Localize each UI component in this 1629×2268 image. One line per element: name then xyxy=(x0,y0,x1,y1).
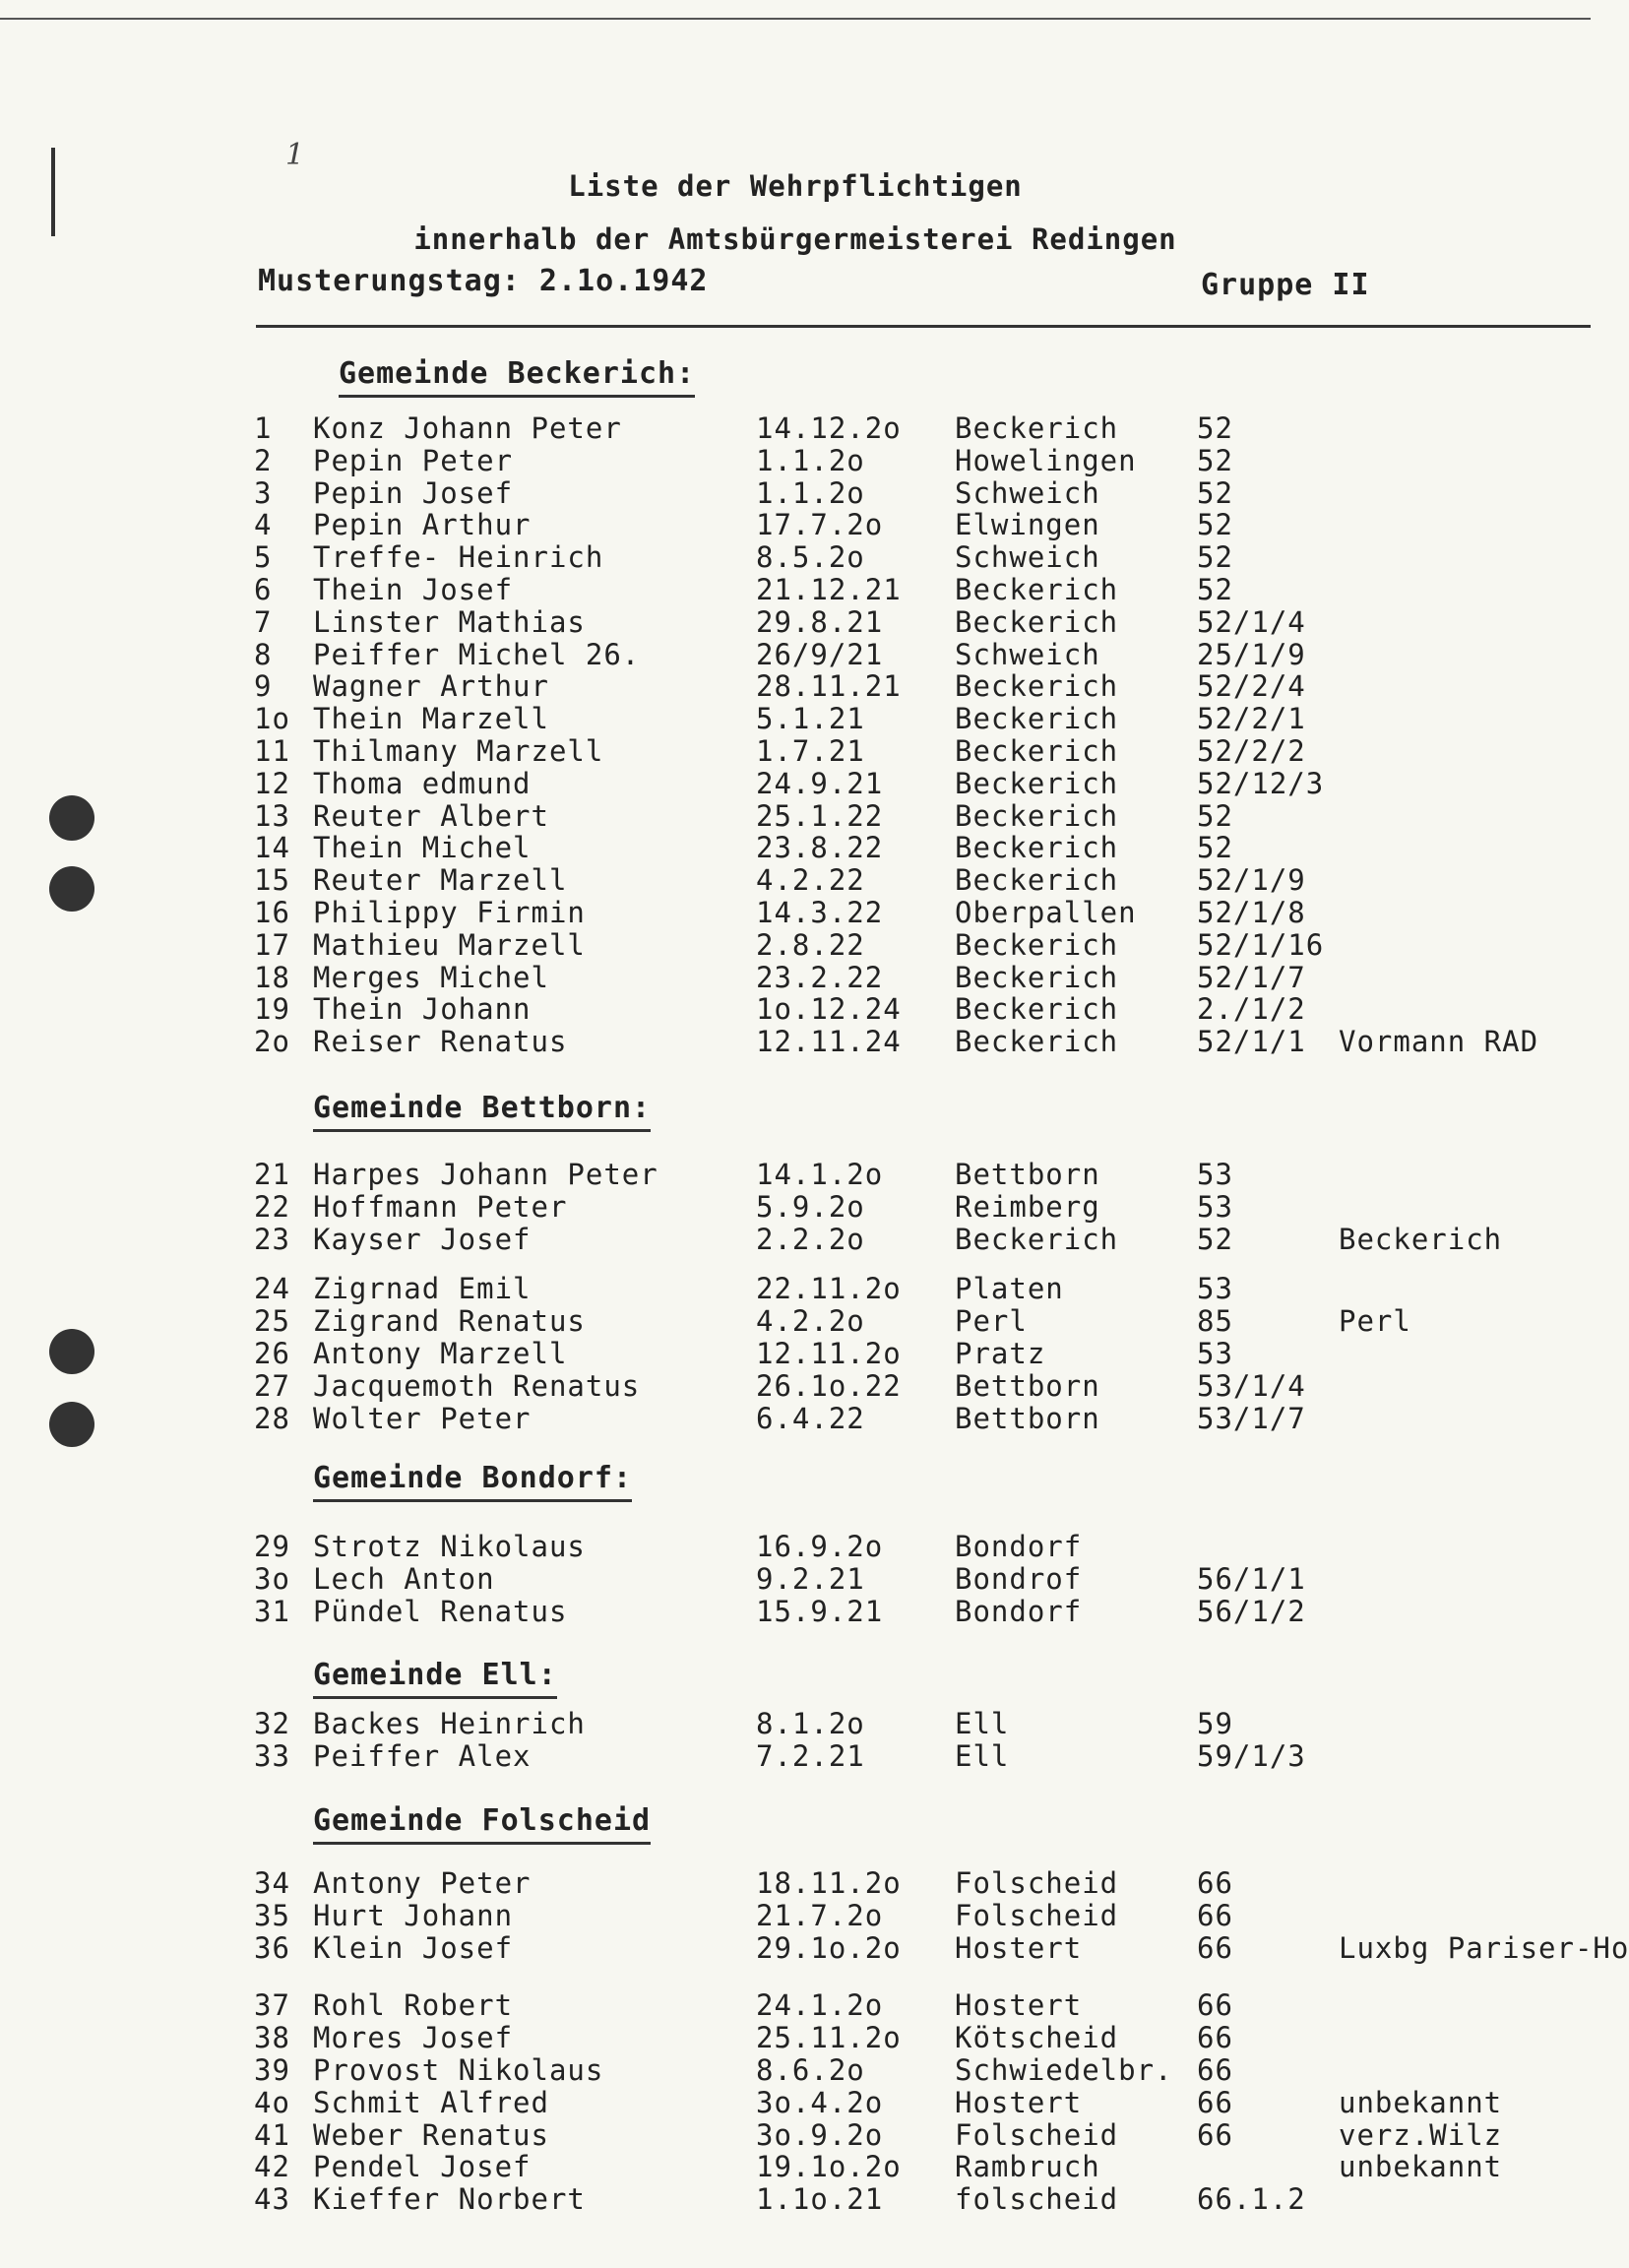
place: Hostert xyxy=(955,1931,1083,1965)
person-name: Mathieu Marzell xyxy=(313,928,586,962)
district-code: 52 xyxy=(1197,540,1233,574)
row-number: 43 xyxy=(254,2182,290,2216)
place: Beckerich xyxy=(955,605,1119,639)
district-code: 53 xyxy=(1197,1272,1233,1305)
district-code: 85 xyxy=(1197,1304,1233,1338)
row-number: 3 xyxy=(254,476,273,510)
person-name: Wagner Arthur xyxy=(313,669,549,703)
list-row xyxy=(0,1595,1591,1626)
list-row xyxy=(0,831,1591,862)
birth-date: 8.1.2o xyxy=(756,1707,865,1740)
row-number: 34 xyxy=(254,1866,290,1900)
place: Folscheid xyxy=(955,1899,1119,1932)
row-number: 42 xyxy=(254,2150,290,2183)
person-name: Treffe- Heinrich xyxy=(313,540,604,574)
list-row xyxy=(0,1190,1591,1222)
place: Schweich xyxy=(955,638,1100,671)
list-row xyxy=(0,1739,1591,1771)
row-number: 14 xyxy=(254,831,290,864)
list-row xyxy=(0,540,1591,572)
birth-date: 23.2.22 xyxy=(756,961,884,994)
birth-date: 18.11.2o xyxy=(756,1866,902,1900)
person-name: Kieffer Norbert xyxy=(313,2182,586,2216)
row-number: 4o xyxy=(254,2086,290,2119)
list-row xyxy=(0,1272,1591,1303)
place: Schweich xyxy=(955,476,1100,510)
list-row xyxy=(0,2086,1591,2117)
list-row xyxy=(0,1707,1591,1738)
row-number: 39 xyxy=(254,2053,290,2087)
person-name: Peiffer Alex xyxy=(313,1739,532,1773)
person-name: Thein Michel xyxy=(313,831,532,864)
person-name: Hurt Johann xyxy=(313,1899,514,1932)
gruppe: Gruppe II xyxy=(1201,268,1370,302)
district-code: 66 xyxy=(1197,2053,1233,2087)
place: Beckerich xyxy=(955,702,1119,735)
district-code: 52/1/16 xyxy=(1197,928,1325,962)
person-name: Antony Peter xyxy=(313,1866,532,1900)
list-row xyxy=(0,2182,1591,2214)
person-name: Konz Johann Peter xyxy=(313,411,622,445)
district-code: 53 xyxy=(1197,1158,1233,1191)
birth-date: 5.1.21 xyxy=(756,702,865,735)
list-row xyxy=(0,1899,1591,1930)
person-name: Philippy Firmin xyxy=(313,896,586,929)
district-code: 52 xyxy=(1197,799,1233,833)
birth-date: 29.1o.2o xyxy=(756,1931,902,1965)
birth-date: 24.1.2o xyxy=(756,1988,884,2022)
place: Beckerich xyxy=(955,863,1119,897)
list-row xyxy=(0,928,1591,960)
person-name: Jacquemoth Renatus xyxy=(313,1369,641,1403)
place: Reimberg xyxy=(955,1190,1100,1224)
district-code: 52/1/4 xyxy=(1197,605,1306,639)
place: Beckerich xyxy=(955,928,1119,962)
birth-date: 6.4.22 xyxy=(756,1402,865,1435)
list-row xyxy=(0,605,1591,637)
district-code: 56/1/2 xyxy=(1197,1595,1306,1628)
birth-date: 2.2.2o xyxy=(756,1223,865,1256)
gemeinde-heading: Gemeinde Beckerich: xyxy=(339,356,695,398)
district-code: 66 xyxy=(1197,1899,1233,1932)
place: Beckerich xyxy=(955,669,1119,703)
row-number: 2 xyxy=(254,444,273,477)
list-row xyxy=(0,1158,1591,1189)
district-code: 52 xyxy=(1197,476,1233,510)
birth-date: 3o.9.2o xyxy=(756,2118,884,2152)
birth-date: 1o.12.24 xyxy=(756,992,902,1026)
place: Bondrof xyxy=(955,1562,1083,1596)
list-row xyxy=(0,961,1591,992)
row-note: Luxbg Pariser-Ho xyxy=(1339,1931,1629,1965)
birth-date: 4.2.22 xyxy=(756,863,865,897)
person-name: Mores Josef xyxy=(313,2021,514,2054)
person-name: Thein Josef xyxy=(313,573,514,606)
row-number: 11 xyxy=(254,734,290,768)
person-name: Pepin Peter xyxy=(313,444,514,477)
list-row xyxy=(0,669,1591,701)
list-row xyxy=(0,2053,1591,2085)
place: Ell xyxy=(955,1707,1010,1740)
person-name: Merges Michel xyxy=(313,961,549,994)
row-number: 21 xyxy=(254,1158,290,1191)
district-code: 59 xyxy=(1197,1707,1233,1740)
person-name: Backes Heinrich xyxy=(313,1707,586,1740)
row-number: 5 xyxy=(254,540,273,574)
row-number: 41 xyxy=(254,2118,290,2152)
list-row xyxy=(0,1931,1629,1965)
list-row xyxy=(0,476,1591,508)
place: Pratz xyxy=(955,1337,1046,1370)
birth-date: 12.11.24 xyxy=(756,1025,902,1058)
district-code: 52 xyxy=(1197,1223,1233,1256)
row-note: unbekannt xyxy=(1339,2086,1503,2119)
place: Howelingen xyxy=(955,444,1137,477)
row-number: 33 xyxy=(254,1739,290,1773)
person-name: Peiffer Michel 26. xyxy=(313,638,641,671)
row-number: 38 xyxy=(254,2021,290,2054)
birth-date: 25.11.2o xyxy=(756,2021,902,2054)
person-name: Thein Johann xyxy=(313,992,532,1026)
birth-date: 14.12.2o xyxy=(756,411,902,445)
birth-date: 1.1.2o xyxy=(756,444,865,477)
gemeinde-heading: Gemeinde Bondorf: xyxy=(313,1461,632,1502)
district-code: 52/1/9 xyxy=(1197,863,1306,897)
birth-date: 23.8.22 xyxy=(756,831,884,864)
birth-date: 21.7.2o xyxy=(756,1899,884,1932)
place: Bondorf xyxy=(955,1530,1083,1563)
row-number: 29 xyxy=(254,1530,290,1563)
birth-date: 14.3.22 xyxy=(756,896,884,929)
list-row xyxy=(0,1304,1591,1336)
header-rule xyxy=(256,325,1591,328)
page-top-edge xyxy=(0,18,1591,20)
list-row xyxy=(0,702,1591,733)
row-note: Beckerich xyxy=(1339,1223,1503,1256)
district-code: 25/1/9 xyxy=(1197,638,1306,671)
row-number: 19 xyxy=(254,992,290,1026)
row-number: 26 xyxy=(254,1337,290,1370)
district-code: 56/1/1 xyxy=(1197,1562,1306,1596)
place: Platen xyxy=(955,1272,1064,1305)
list-row xyxy=(0,573,1591,604)
list-row xyxy=(0,2118,1591,2150)
place: Beckerich xyxy=(955,992,1119,1026)
row-number: 31 xyxy=(254,1595,290,1628)
district-code: 52/1/1 xyxy=(1197,1025,1306,1058)
place: Schweich xyxy=(955,540,1100,574)
birth-date: 24.9.21 xyxy=(756,767,884,800)
place: Hostert xyxy=(955,2086,1083,2119)
person-name: Kayser Josef xyxy=(313,1223,532,1256)
place: Beckerich xyxy=(955,411,1119,445)
row-number: 8 xyxy=(254,638,273,671)
district-code: 66 xyxy=(1197,2086,1233,2119)
document-title: Liste der Wehrpflichtigen xyxy=(568,169,1023,203)
row-number: 13 xyxy=(254,799,290,833)
row-number: 16 xyxy=(254,896,290,929)
person-name: Weber Renatus xyxy=(313,2118,549,2152)
district-code: 52 xyxy=(1197,508,1233,541)
row-note: Vormann RAD xyxy=(1339,1025,1539,1058)
row-number: 9 xyxy=(254,669,273,703)
birth-date: 14.1.2o xyxy=(756,1158,884,1191)
district-code: 52/12/3 xyxy=(1197,767,1325,800)
person-name: Zigrnad Emil xyxy=(313,1272,532,1305)
list-row xyxy=(0,863,1591,895)
birth-date: 19.1o.2o xyxy=(756,2150,902,2183)
place: Beckerich xyxy=(955,734,1119,768)
district-code: 66 xyxy=(1197,2021,1233,2054)
person-name: Lech Anton xyxy=(313,1562,495,1596)
row-number: 12 xyxy=(254,767,290,800)
birth-date: 8.5.2o xyxy=(756,540,865,574)
gemeinde-heading: Gemeinde Ell: xyxy=(313,1658,557,1699)
list-row xyxy=(0,734,1591,766)
list-row xyxy=(0,1369,1591,1401)
person-name: Klein Josef xyxy=(313,1931,514,1965)
district-code: 66 xyxy=(1197,2118,1233,2152)
person-name: Thein Marzell xyxy=(313,702,549,735)
birth-date: 7.2.21 xyxy=(756,1739,865,1773)
place: Perl xyxy=(955,1304,1028,1338)
list-row xyxy=(0,1337,1591,1368)
list-row xyxy=(0,1025,1591,1056)
place: Rambruch xyxy=(955,2150,1100,2183)
person-name: Antony Marzell xyxy=(313,1337,568,1370)
row-note: Perl xyxy=(1339,1304,1411,1338)
place: Beckerich xyxy=(955,573,1119,606)
list-row xyxy=(0,1402,1591,1433)
birth-date: 1.1.2o xyxy=(756,476,865,510)
place: Ell xyxy=(955,1739,1010,1773)
row-number: 27 xyxy=(254,1369,290,1403)
district-code: 66 xyxy=(1197,1988,1233,2022)
row-note: unbekannt xyxy=(1339,2150,1503,2183)
person-name: Harpes Johann Peter xyxy=(313,1158,658,1191)
list-row xyxy=(0,1530,1591,1561)
list-row xyxy=(0,1988,1591,2020)
list-row xyxy=(0,508,1591,539)
person-name: Provost Nikolaus xyxy=(313,2053,604,2087)
musterungstag: Musterungstag: 2.1o.1942 xyxy=(258,264,709,298)
gemeinde-heading: Gemeinde Folscheid xyxy=(313,1803,651,1845)
district-code: 52 xyxy=(1197,831,1233,864)
person-name: Hoffmann Peter xyxy=(313,1190,568,1224)
row-number: 35 xyxy=(254,1899,290,1932)
place: Kötscheid xyxy=(955,2021,1119,2054)
list-row xyxy=(0,767,1591,798)
place: Beckerich xyxy=(955,1223,1119,1256)
birth-date: 16.9.2o xyxy=(756,1530,884,1563)
row-number: 7 xyxy=(254,605,273,639)
person-name: Reuter Marzell xyxy=(313,863,568,897)
person-name: Reuter Albert xyxy=(313,799,549,833)
birth-date: 26/9/21 xyxy=(756,638,884,671)
person-name: Rohl Robert xyxy=(313,1988,514,2022)
district-code: 53/1/4 xyxy=(1197,1369,1306,1403)
place: Schwiedelbr. xyxy=(955,2053,1173,2087)
list-row xyxy=(0,411,1591,443)
birth-date: 26.1o.22 xyxy=(756,1369,902,1403)
row-number: 6 xyxy=(254,573,273,606)
list-row xyxy=(0,1866,1591,1898)
district-code: 52/2/4 xyxy=(1197,669,1306,703)
corner-mark: 1 xyxy=(285,138,305,172)
birth-date: 1.1o.21 xyxy=(756,2182,884,2216)
row-number: 3o xyxy=(254,1562,290,1596)
birth-date: 4.2.2o xyxy=(756,1304,865,1338)
list-row xyxy=(0,1562,1591,1594)
district-code: 66.1.2 xyxy=(1197,2182,1306,2216)
row-number: 28 xyxy=(254,1402,290,1435)
row-number: 4 xyxy=(254,508,273,541)
birth-date: 28.11.21 xyxy=(756,669,902,703)
row-number: 17 xyxy=(254,928,290,962)
birth-date: 9.2.21 xyxy=(756,1562,865,1596)
row-number: 2o xyxy=(254,1025,290,1058)
district-code: 52/2/2 xyxy=(1197,734,1306,768)
place: Bettborn xyxy=(955,1402,1100,1435)
person-name: Reiser Renatus xyxy=(313,1025,568,1058)
place: Bettborn xyxy=(955,1369,1100,1403)
district-code: 66 xyxy=(1197,1931,1233,1965)
person-name: Pepin Josef xyxy=(313,476,514,510)
place: Bettborn xyxy=(955,1158,1100,1191)
row-number: 32 xyxy=(254,1707,290,1740)
place: folscheid xyxy=(955,2182,1119,2216)
place: Folscheid xyxy=(955,2118,1119,2152)
place: Hostert xyxy=(955,1988,1083,2022)
row-number: 24 xyxy=(254,1272,290,1305)
list-row xyxy=(0,1223,1591,1254)
person-name: Strotz Nikolaus xyxy=(313,1530,586,1563)
person-name: Thilmany Marzell xyxy=(313,734,604,768)
district-code: 52 xyxy=(1197,444,1233,477)
list-row xyxy=(0,638,1591,669)
list-row xyxy=(0,799,1591,831)
person-name: Pündel Renatus xyxy=(313,1595,568,1628)
person-name: Pepin Arthur xyxy=(313,508,532,541)
row-number: 15 xyxy=(254,863,290,897)
place: Oberpallen xyxy=(955,896,1137,929)
birth-date: 21.12.21 xyxy=(756,573,902,606)
person-name: Thoma edmund xyxy=(313,767,532,800)
birth-date: 3o.4.2o xyxy=(756,2086,884,2119)
birth-date: 2.8.22 xyxy=(756,928,865,962)
place: Beckerich xyxy=(955,799,1119,833)
row-number: 36 xyxy=(254,1931,290,1965)
birth-date: 12.11.2o xyxy=(756,1337,902,1370)
district-code: 52/2/1 xyxy=(1197,702,1306,735)
person-name: Zigrand Renatus xyxy=(313,1304,586,1338)
birth-date: 1.7.21 xyxy=(756,734,865,768)
person-name: Linster Mathias xyxy=(313,605,586,639)
person-name: Wolter Peter xyxy=(313,1402,532,1435)
gemeinde-heading: Gemeinde Bettborn: xyxy=(313,1091,651,1132)
document-subtitle: innerhalb der Amtsbürgermeisterei Redingen xyxy=(413,222,1177,256)
district-code: 52/1/7 xyxy=(1197,961,1306,994)
birth-date: 15.9.21 xyxy=(756,1595,884,1628)
district-code: 52/1/8 xyxy=(1197,896,1306,929)
row-number: 1 xyxy=(254,411,273,445)
list-row xyxy=(0,2021,1591,2052)
birth-date: 29.8.21 xyxy=(756,605,884,639)
place: Elwingen xyxy=(955,508,1100,541)
person-name: Pendel Josef xyxy=(313,2150,532,2183)
district-code: 53 xyxy=(1197,1190,1233,1224)
row-number: 22 xyxy=(254,1190,290,1224)
birth-date: 17.7.2o xyxy=(756,508,884,541)
district-code: 52 xyxy=(1197,573,1233,606)
row-number: 23 xyxy=(254,1223,290,1256)
district-code: 53/1/7 xyxy=(1197,1402,1306,1435)
row-number: 37 xyxy=(254,1988,290,2022)
row-number: 1o xyxy=(254,702,290,735)
birth-date: 22.11.2o xyxy=(756,1272,902,1305)
place: Beckerich xyxy=(955,961,1119,994)
list-row xyxy=(0,2150,1591,2181)
list-row xyxy=(0,444,1591,475)
district-code: 59/1/3 xyxy=(1197,1739,1306,1773)
birth-date: 5.9.2o xyxy=(756,1190,865,1224)
birth-date: 25.1.22 xyxy=(756,799,884,833)
row-number: 25 xyxy=(254,1304,290,1338)
list-row xyxy=(0,896,1591,927)
person-name: Schmit Alfred xyxy=(313,2086,549,2119)
place: Beckerich xyxy=(955,831,1119,864)
district-code: 53 xyxy=(1197,1337,1233,1370)
district-code: 2./1/2 xyxy=(1197,992,1306,1026)
list-row xyxy=(0,992,1591,1024)
place: Beckerich xyxy=(955,767,1119,800)
row-number: 18 xyxy=(254,961,290,994)
place: Bondorf xyxy=(955,1595,1083,1628)
district-code: 52 xyxy=(1197,411,1233,445)
row-note: verz.Wilz xyxy=(1339,2118,1503,2152)
place: Beckerich xyxy=(955,1025,1119,1058)
place: Folscheid xyxy=(955,1866,1119,1900)
birth-date: 8.6.2o xyxy=(756,2053,865,2087)
district-code: 66 xyxy=(1197,1866,1233,1900)
